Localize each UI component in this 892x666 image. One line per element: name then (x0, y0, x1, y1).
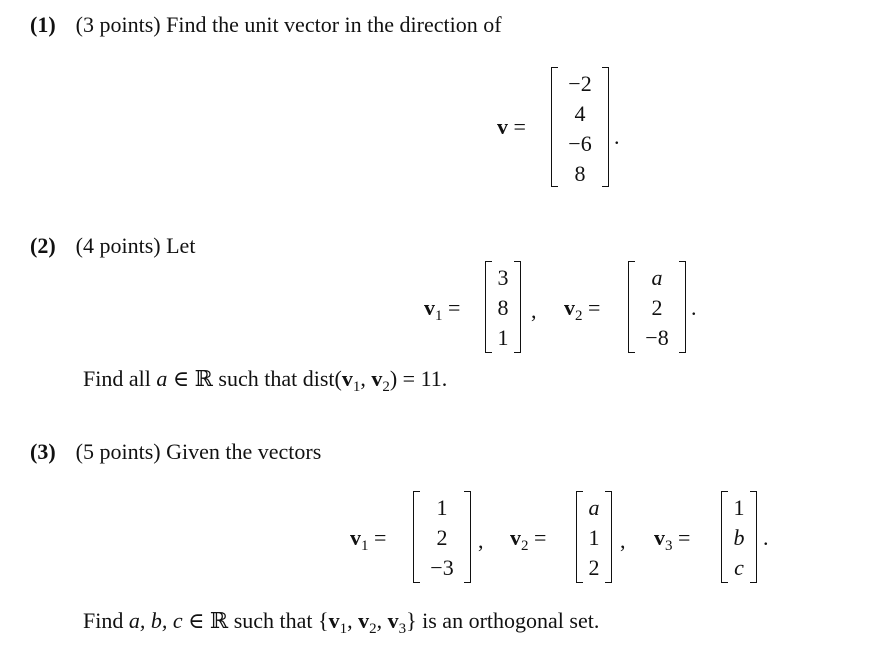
problem-3-v1-label: $v_1$ = (350, 525, 387, 554)
problem-3-period: . (763, 525, 769, 550)
matrix-entry: 2 (436, 525, 448, 550)
matrix-entry: b (733, 525, 745, 550)
matrix-entry: −6 (568, 131, 592, 156)
matrix-entry: 8 (497, 295, 509, 320)
problem-2-question: Find all a ∈ ℝ such that $dist(v_1$, $v_2) = 11$. (83, 366, 448, 395)
matrix-entry: 1 (436, 495, 448, 520)
problem-2-points: (4 points) (75, 233, 161, 258)
problem-1-points: (3 points) (75, 12, 161, 37)
problem-2-header (30, 235, 195, 257)
problem-3-header (30, 441, 321, 463)
problem-3-comma-2: , (620, 528, 626, 553)
problem-2-comma: , (531, 298, 537, 323)
matrix-entry: −3 (430, 555, 454, 580)
problem-3-question: Find a, b, c ∈ ℝ such that {$v_1$, $v_2$, $v_3$} is an orthogonal set. (83, 608, 600, 637)
problem-1-header (30, 14, 502, 36)
matrix-entry: 8 (574, 161, 586, 186)
problem-3-v2-label: $v_2$ = (510, 525, 547, 554)
matrix-entry: 2 (588, 555, 600, 580)
problem-2-v2-matrix (628, 261, 686, 353)
matrix-entry: 1 (733, 495, 745, 520)
matrix-entry: a (588, 495, 600, 520)
problem-2-v1-label: $v_1$ = (424, 295, 461, 324)
problem-1-period: . (614, 124, 620, 149)
matrix-entry: 3 (497, 265, 509, 290)
matrix-entry: c (734, 555, 744, 580)
matrix-entry: 1 (497, 325, 509, 350)
problem-2-text: Let (166, 233, 196, 258)
problem-3-v2-matrix (576, 491, 612, 583)
problem-1-matrix (551, 67, 609, 187)
problem-3-points: (5 points) (75, 439, 161, 464)
problem-2-period: . (691, 295, 697, 320)
matrix-entry: −2 (568, 71, 592, 96)
problem-1-text: Find the unit vector in the direction of (166, 12, 502, 37)
problem-3-comma-1: , (478, 528, 484, 553)
problem-3-text: Given the vectors (166, 439, 322, 464)
matrix-entry: 2 (651, 295, 663, 320)
matrix-entry: 4 (574, 101, 586, 126)
problem-1-number: (1) (30, 12, 56, 37)
problem-3-v1-matrix (413, 491, 471, 583)
problem-1-vector-label: v = (497, 114, 526, 139)
problem-2-v2-label: $v_2$ = (564, 295, 601, 324)
problem-3-v3-matrix (721, 491, 757, 583)
problem-3-number: (3) (30, 439, 56, 464)
matrix-entry: −8 (645, 325, 669, 350)
problem-2-v1-matrix (485, 261, 521, 353)
matrix-entry: 1 (588, 525, 600, 550)
problem-3-v3-label: $v_3$ = (654, 525, 691, 554)
problem-2-number: (2) (30, 233, 56, 258)
matrix-entry: a (651, 265, 663, 290)
